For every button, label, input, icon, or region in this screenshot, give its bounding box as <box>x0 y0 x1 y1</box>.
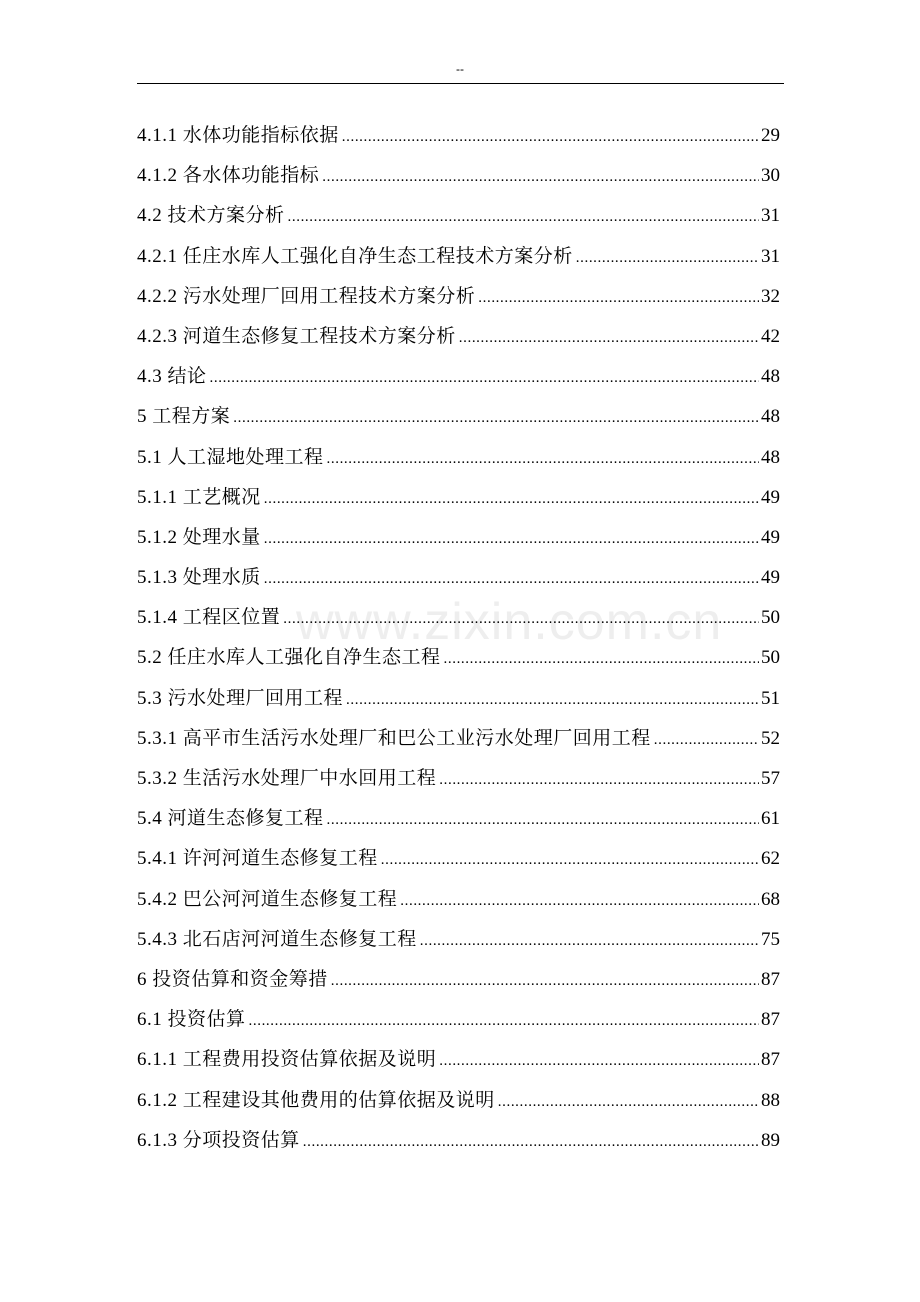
toc-entry-title: 5.4.1 许河河道生态修复工程 <box>137 848 378 870</box>
toc-entry[interactable] <box>137 638 780 678</box>
page-header-mark: -- <box>456 62 464 76</box>
toc-entry[interactable] <box>137 237 780 277</box>
toc-entry-page-number: 30 <box>761 165 780 187</box>
toc-entry[interactable] <box>137 719 780 759</box>
toc-dot-leader <box>264 479 759 519</box>
toc-dot-leader <box>233 398 759 438</box>
toc-dot-leader <box>264 519 759 559</box>
toc-dot-leader <box>400 881 759 921</box>
toc-entry-title: 4.2.3 河道生态修复工程技术方案分析 <box>137 325 456 347</box>
toc-entry-title: 5.4.3 北石店河河道生态修复工程 <box>137 928 417 950</box>
toc-entry[interactable] <box>137 196 780 236</box>
toc-entry-title: 5.3.1 高平市生活污水处理厂和巴公工业污水处理厂回用工程 <box>137 727 651 749</box>
toc-dot-leader <box>459 318 759 358</box>
toc-entry[interactable] <box>137 920 780 960</box>
toc-entry-page-number: 49 <box>761 486 780 508</box>
toc-dot-leader <box>346 680 759 720</box>
toc-dot-leader <box>478 278 759 318</box>
toc-entry-title: 5.1.3 处理水质 <box>137 567 261 589</box>
toc-entry[interactable] <box>137 1121 780 1161</box>
toc-entry-page-number: 89 <box>761 1129 780 1151</box>
toc-dot-leader <box>303 1122 759 1162</box>
toc-entry[interactable] <box>137 880 780 920</box>
toc-entry[interactable] <box>137 357 780 397</box>
toc-entry-title: 5.3.2 生活污水处理厂中水回用工程 <box>137 768 437 789</box>
toc-dot-leader <box>264 559 759 599</box>
toc-dot-leader <box>439 760 759 800</box>
toc-entry[interactable] <box>137 1040 780 1080</box>
toc-entry-title: 6.1.2 工程建设其他费用的估算依据及说明 <box>137 1089 495 1111</box>
toc-entry-page-number: 51 <box>761 687 780 709</box>
toc-entry-page-number: 48 <box>761 366 780 388</box>
toc-entry-title: 5.1 人工湿地处理工程 <box>137 446 324 468</box>
toc-entry-page-number: 52 <box>761 727 780 749</box>
toc-entry-title: 5.4.2 巴公河河道生态修复工程 <box>137 888 398 910</box>
toc-dot-leader <box>439 1041 759 1081</box>
toc-entry-page-number: 42 <box>761 325 780 347</box>
toc-entry-page-number: 48 <box>761 446 780 468</box>
toc-entry-page-number: 31 <box>761 245 780 267</box>
toc-entry-title: 5.4 河道生态修复工程 <box>137 808 324 830</box>
toc-entry[interactable] <box>137 1081 780 1121</box>
toc-entry-title: 5.1.4 工程区位置 <box>137 607 281 629</box>
toc-entry-page-number: 88 <box>761 1089 780 1111</box>
toc-entry-page-number: 61 <box>761 808 780 830</box>
toc-entry-page-number: 48 <box>761 406 780 428</box>
toc-entry[interactable] <box>137 759 780 799</box>
toc-entry-page-number: 32 <box>761 285 780 307</box>
header-rule <box>137 83 784 84</box>
toc-entry-page-number: 31 <box>761 205 780 227</box>
toc-entry[interactable] <box>137 478 780 518</box>
toc-entry-page-number: 50 <box>761 647 780 669</box>
toc-dot-leader <box>283 599 759 639</box>
toc-dot-leader <box>210 358 759 398</box>
toc-entry[interactable] <box>137 518 780 558</box>
toc-entry-title: 5 工程方案 <box>137 406 231 428</box>
toc-entry-page-number: 87 <box>761 1009 780 1031</box>
toc-entry-title: 5.3 污水处理厂回用工程 <box>137 687 344 709</box>
toc-dot-leader <box>498 1082 759 1122</box>
toc-dot-leader <box>249 1001 759 1041</box>
toc-dot-leader <box>381 840 759 880</box>
toc-dot-leader <box>654 720 759 760</box>
toc-entry-page-number: 29 <box>761 125 780 146</box>
toc-dot-leader <box>331 961 759 1001</box>
toc-entry[interactable] <box>137 839 780 879</box>
toc-entry[interactable] <box>137 156 780 196</box>
toc-entry[interactable] <box>137 960 780 1000</box>
toc-entry[interactable] <box>137 558 780 598</box>
toc-entry-title: 4.1.1 水体功能指标依据 <box>137 125 339 146</box>
toc-entry[interactable] <box>137 397 780 437</box>
toc-entry-title: 6.1.1 工程费用投资估算依据及说明 <box>137 1049 437 1071</box>
toc-entry-page-number: 57 <box>761 768 780 789</box>
toc-entry-page-number: 87 <box>761 1049 780 1071</box>
toc-entry-page-number: 50 <box>761 607 780 629</box>
toc-entry[interactable] <box>137 598 780 638</box>
toc-entry-title: 6.1.3 分项投资估算 <box>137 1129 300 1151</box>
toc-dot-leader <box>288 197 759 237</box>
toc-entry-page-number: 62 <box>761 848 780 870</box>
toc-entry-title: 4.2.1 任庄水库人工强化自净生态工程技术方案分析 <box>137 245 573 267</box>
toc-entry[interactable] <box>137 438 780 478</box>
toc-dot-leader <box>420 921 759 961</box>
toc-dot-leader <box>342 117 759 157</box>
toc-dot-leader <box>444 639 759 679</box>
toc-entry[interactable] <box>137 116 780 156</box>
toc-dot-leader <box>322 157 759 197</box>
table-of-contents <box>137 116 780 1161</box>
toc-entry[interactable] <box>137 317 780 357</box>
toc-entry[interactable] <box>137 679 780 719</box>
toc-entry-page-number: 49 <box>761 567 780 589</box>
toc-entry-title: 4.3 结论 <box>137 366 207 388</box>
toc-entry-page-number: 75 <box>761 928 780 950</box>
toc-entry-page-number: 87 <box>761 968 780 990</box>
toc-entry-title: 6 投资估算和资金筹措 <box>137 968 328 990</box>
toc-dot-leader <box>327 439 759 479</box>
toc-entry[interactable] <box>137 1000 780 1040</box>
toc-entry-page-number: 49 <box>761 526 780 548</box>
toc-entry-page-number: 68 <box>761 888 780 910</box>
toc-entry-title: 4.1.2 各水体功能指标 <box>137 165 320 187</box>
toc-entry-title: 4.2 技术方案分析 <box>137 205 285 227</box>
toc-entry-title: 5.1.2 处理水量 <box>137 526 261 548</box>
toc-entry-title: 5.1.1 工艺概况 <box>137 486 261 508</box>
toc-entry[interactable] <box>137 277 780 317</box>
toc-dot-leader <box>327 800 759 840</box>
toc-entry-title: 4.2.2 污水处理厂回用工程技术方案分析 <box>137 285 476 307</box>
watermark: www.zixin.com.cn <box>296 593 723 651</box>
toc-dot-leader <box>576 238 759 278</box>
toc-entry-title: 5.2 任庄水库人工强化自净生态工程 <box>137 647 441 669</box>
toc-entry[interactable] <box>137 799 780 839</box>
toc-entry-title: 6.1 投资估算 <box>137 1009 246 1031</box>
